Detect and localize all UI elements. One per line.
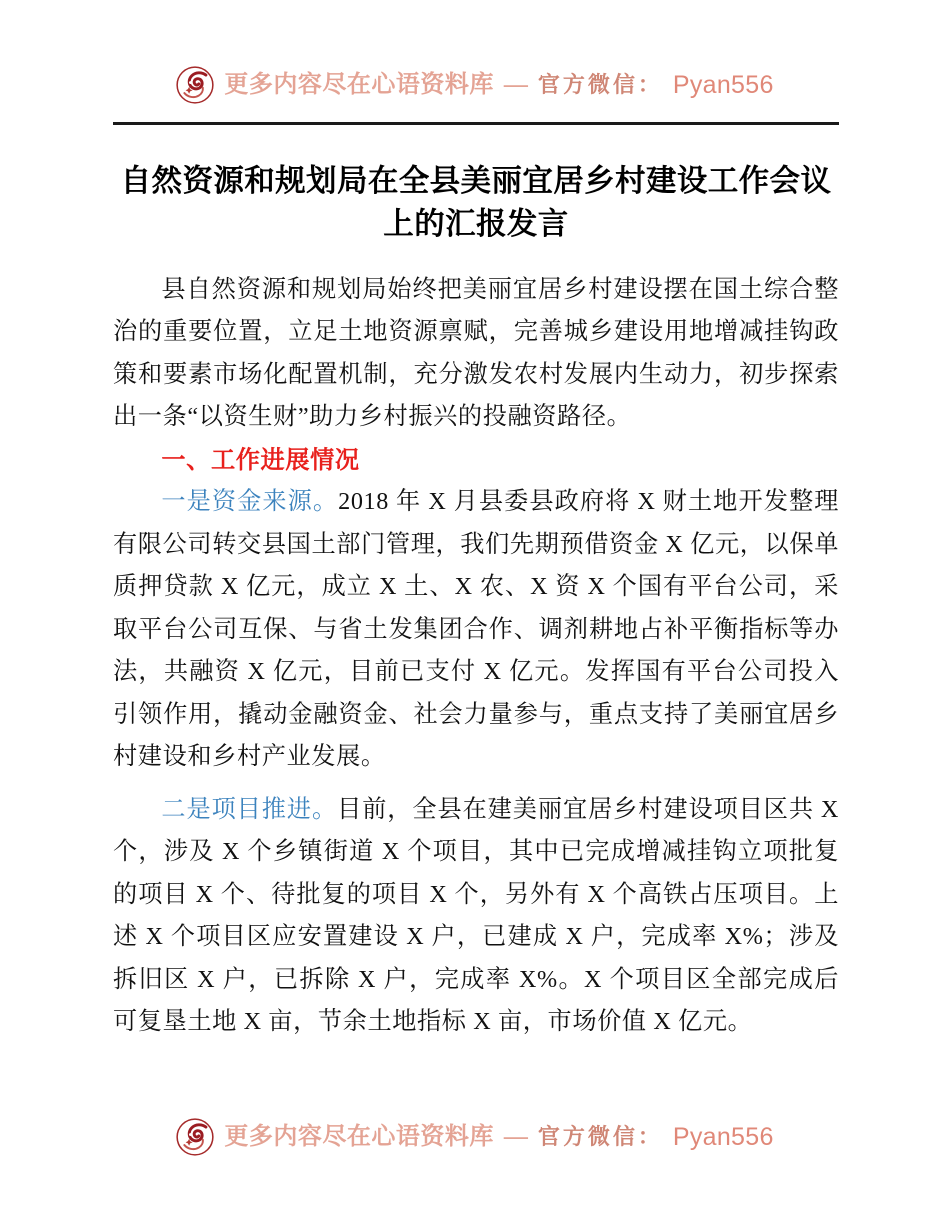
- paragraph-lead-1: 一是资金来源。: [161, 488, 339, 516]
- document-body: [113, 160, 839, 1044]
- footer-watermark: [0, 1118, 950, 1156]
- paragraph-spacer: [113, 779, 839, 789]
- watermark-dash: —: [503, 1124, 528, 1150]
- swirl-circle-logo-icon: [176, 66, 214, 104]
- section-heading-1: 一、工作进展情况: [161, 445, 360, 474]
- watermark-wechat-label: 官方微信：: [537, 1124, 663, 1149]
- watermark-wechat-handle: Pyan556: [672, 1122, 774, 1151]
- paragraph-text-1: 2018 年 X 月县委县政府将 X 财土地开发整理有限公司转交县国土部门管理，我们先期预借资金 X 亿元，以保单质押贷款 X 亿元，成立 X 土、X 农、X 资 X 个国有平台公司，采取平台公司互保、与省土发集团合作、调剂耕地占补平衡指标等办法，共融资 X 亿元，目前已支付 X 亿元。发挥国有平台公司投入引领作用，撬动金融资金、社会力量参与，重点支持了美丽宜居乡村建设和乡村产业发展。: [113, 488, 839, 771]
- watermark-text: 更多内容尽在心语资料库: [224, 72, 494, 98]
- watermark-wechat-label: 官方微信：: [537, 72, 663, 97]
- body-paragraph-1: [113, 481, 839, 779]
- body-paragraph-2: [113, 789, 839, 1044]
- intro-paragraph: 县自然资源和规划局始终把美丽宜居乡村建设摆在国土综合整治的重要位置，立足土地资源禀赋，完善城乡建设用地增减挂钩政策和要素市场化配置机制，充分激发农村发展内生动力，初步探索出一条“以资生财”助力乡村振兴的投融资路径。: [113, 275, 839, 431]
- page-title: 自然资源和规划局在全县美丽宜居乡村建设工作会议上的汇报发言: [120, 164, 832, 243]
- watermark-text: 更多内容尽在心语资料库: [224, 1124, 494, 1150]
- header-divider: [113, 122, 839, 125]
- paragraph-text-2: 目前，全县在建美丽宜居乡村建设项目区共 X 个，涉及 X 个乡镇街道 X 个项目，其中已完成增减挂钩立项批复的项目 X 个、待批复的项目 X 个，另外有 X 个高铁占压项目。上述 X 个项目区应安置建设 X 户，已建成 X 户，完成率 X%；涉及拆旧区 X 户，已拆除 X 户，完成率 X%。X 个项目区全部完成后可复垦土地 X 亩，节余土地指标 X 亩，市场价值 X 亿元。: [113, 795, 839, 1036]
- watermark-wechat-handle: Pyan556: [672, 70, 774, 99]
- paragraph-lead-2: 二是项目推进。: [161, 795, 338, 823]
- swirl-circle-logo-icon: [176, 1118, 214, 1156]
- watermark-dash: —: [503, 72, 528, 98]
- header-watermark: [0, 66, 950, 104]
